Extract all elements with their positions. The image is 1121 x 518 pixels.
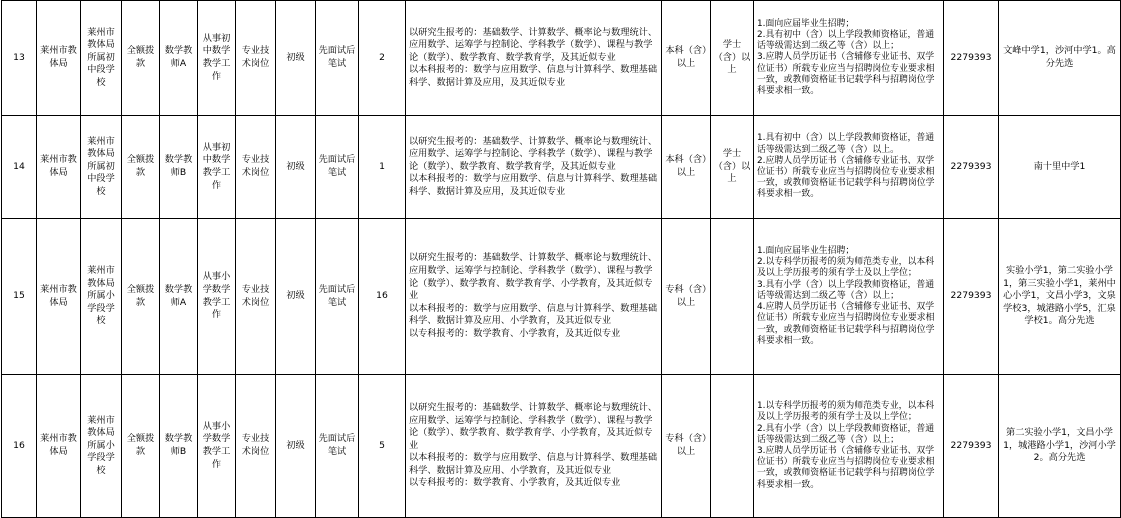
conditions-cell: 1.面向应届毕业生招聘； 2.具有初中（含）以上学段教师资格证，普通话等级需达到二级乙等（含）以上； 3.应聘人员学历证书（含辅修专业证书、双学位证书）所载专业应当与招聘岗位专业要求相一致，或教师资格证书记载学科与招聘岗位学科要求相一致。 <box>754 1 944 116</box>
conditions-cell: 1.具有初中（含）以上学段教师资格证，普通话等级需达到二级乙等（含）以上。 2.应聘人员学历证书（含辅修专业证书、双学位证书）所载专业应当与招聘岗位专业要求相一致，或教师资格证书记载学科与招聘岗位学科要求相一致。 <box>754 116 944 219</box>
degree-cell <box>711 375 754 518</box>
notes-cell: 第二实验小学1，文昌小学1，城港路小学1，沙河小学2。高分先选 <box>999 375 1121 518</box>
major-cell: 以研究生报考的：基础数学、计算数学、概率论与数理统计、应用数学、运筹学与控制论、学科教学（数学）、课程与教学论（数学）、数学教育、数学教育学、小学教育，及其近似专业 以本科报考的：数学与应用数学、信息与计算科学、数理基础科学、数据计算及应用、小学教育，及其近似专业 以专科报考的：数学教育、小学教育，及其近似专业 <box>406 219 662 375</box>
unit-cell: 莱州市教体局所属小学段学校 <box>81 219 122 375</box>
education-cell: 专科（含）以上 <box>662 219 711 375</box>
table-row <box>2 219 1121 375</box>
quota-cell: 1 <box>359 116 406 219</box>
notes-cell: 南十里中学1 <box>999 116 1121 219</box>
education-cell: 本科（含）以上 <box>662 1 711 116</box>
level-cell: 初级 <box>276 375 316 518</box>
level-cell: 初级 <box>276 1 316 116</box>
phone-cell: 2279393 <box>944 1 999 116</box>
table-row <box>2 116 1121 219</box>
quota-cell: 2 <box>359 1 406 116</box>
department-cell: 莱州市教体局 <box>37 116 81 219</box>
major-cell: 以研究生报考的：基础数学、计算数学、概率论与数理统计、应用数学、运筹学与控制论、学科教学（数学）、课程与教学论（数学）、数学教育、数学教育学，及其近似专业 以本科报考的：数学与应用数学、信息与计算科学、数理基础科学、数据计算及应用，及其近似专业 <box>406 1 662 116</box>
major-cell: 以研究生报考的：基础数学、计算数学、概率论与数理统计、应用数学、运筹学与控制论、学科教学（数学）、课程与教学论（数学）、数学教育、数学教育学，及其近似专业 以本科报考的：数学与应用数学、信息与计算科学、数理基础科学、数据计算及应用，及其近似专业 <box>406 116 662 219</box>
exam-ratio-cell: 先面试后笔试 <box>316 219 359 375</box>
row-index: 15 <box>2 219 37 375</box>
position-type-cell: 专业技术岗位 <box>236 375 276 518</box>
row-index: 16 <box>2 375 37 518</box>
level-cell: 初级 <box>276 116 316 219</box>
notes-cell: 文峰中学1，沙河中学1。高分先选 <box>999 1 1121 116</box>
duties-cell: 从事小学数学教学工作 <box>198 375 236 518</box>
unit-cell: 莱州市教体局所属小学段学校 <box>81 375 122 518</box>
exam-ratio-cell: 先面试后笔试 <box>316 375 359 518</box>
major-cell: 以研究生报考的：基础数学、计算数学、概率论与数理统计、应用数学、运筹学与控制论、学科教学（数学）、课程与教学论（数学）、数学教育、数学教育学、小学教育，及其近似专业 以本科报考的：数学与应用数学、信息与计算科学、数理基础科学、数据计算及应用、小学教育，及其近似专业 以专科报考的：数学教育、小学教育，及其近似专业 <box>406 375 662 518</box>
quota-cell: 16 <box>359 219 406 375</box>
duties-cell: 从事初中数学教学工作 <box>198 1 236 116</box>
notes-cell: 实验小学1，第二实验小学1，第三实验小学1，莱州中心小学1，文昌小学3，文泉学校3，城港路小学5，汇泉学校1。高分先选 <box>999 219 1121 375</box>
row-index: 13 <box>2 1 37 116</box>
department-cell: 莱州市教体局 <box>37 219 81 375</box>
department-cell: 莱州市教体局 <box>37 375 81 518</box>
recruitment-table <box>1 0 1121 518</box>
row-index: 14 <box>2 116 37 219</box>
level-cell: 初级 <box>276 219 316 375</box>
funding-cell: 全额拨款 <box>122 219 160 375</box>
degree-cell: 学士（含）以上 <box>711 1 754 116</box>
position-name-cell: 数学教师B <box>160 375 198 518</box>
conditions-cell: 1.面向应届毕业生招聘； 2.以专科学历报考的须为师范类专业，以本科及以上学历报考的须有学士及以上学位； 3.具有小学（含）以上学段教师资格证，普通话等级需达到二级乙等（含）以上； 4.应聘人员学历证书（含辅修专业证书、双学位证书）所载专业应当与招聘岗位专业要求相一致，或教师资格证书记载学科与招聘岗位学科要求相一致。 <box>754 219 944 375</box>
education-cell: 本科（含）以上 <box>662 116 711 219</box>
unit-cell: 莱州市教体局所属初中段学校 <box>81 116 122 219</box>
education-cell: 专科（含）以上 <box>662 375 711 518</box>
table-row <box>2 375 1121 518</box>
position-type-cell: 专业技术岗位 <box>236 219 276 375</box>
position-name-cell: 数学教师B <box>160 116 198 219</box>
duties-cell: 从事小学数学教学工作 <box>198 219 236 375</box>
position-type-cell: 专业技术岗位 <box>236 1 276 116</box>
unit-cell: 莱州市教体局所属初中段学校 <box>81 1 122 116</box>
funding-cell: 全额拨款 <box>122 1 160 116</box>
position-name-cell: 数学教师A <box>160 1 198 116</box>
duties-cell: 从事初中数学教学工作 <box>198 116 236 219</box>
position-type-cell: 专业技术岗位 <box>236 116 276 219</box>
funding-cell: 全额拨款 <box>122 375 160 518</box>
degree-cell <box>711 219 754 375</box>
phone-cell: 2279393 <box>944 375 999 518</box>
exam-ratio-cell: 先面试后笔试 <box>316 1 359 116</box>
phone-cell: 2279393 <box>944 219 999 375</box>
department-cell: 莱州市教体局 <box>37 1 81 116</box>
exam-ratio-cell: 先面试后笔试 <box>316 116 359 219</box>
conditions-cell: 1.以专科学历报考的须为师范类专业，以本科及以上学历报考的须有学士及以上学位； 2.具有小学（含）以上学段教师资格证，普通话等级需达到二级乙等（含）以上； 3.应聘人员学历证书（含辅修专业证书、双学位证书）所载专业应当与招聘岗位专业要求相一致，或教师资格证书记载学科与招聘岗位学科要求相一致。 <box>754 375 944 518</box>
phone-cell: 2279393 <box>944 116 999 219</box>
quota-cell: 5 <box>359 375 406 518</box>
funding-cell: 全额拨款 <box>122 116 160 219</box>
table-row <box>2 1 1121 116</box>
degree-cell: 学士（含）以上 <box>711 116 754 219</box>
position-name-cell: 数学教师A <box>160 219 198 375</box>
